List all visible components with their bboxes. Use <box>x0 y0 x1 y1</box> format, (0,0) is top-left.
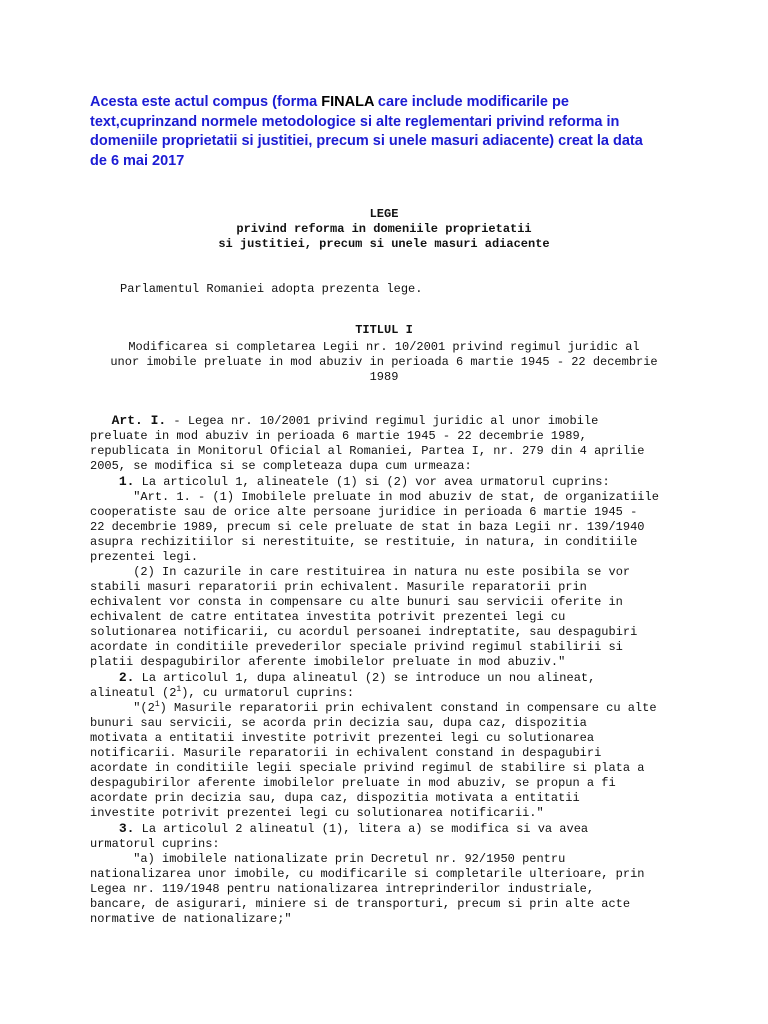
quote-line: solutionarea notificarii, cu acordul persoanei indreptatite, sau despagubiri <box>90 625 638 639</box>
title-description <box>90 340 678 385</box>
point-number: 3. <box>118 821 135 836</box>
quote-line: asupra rechizitiilor si nerestituite, se restituie, in natura, in conditiile <box>90 535 638 549</box>
article-line: preluate in mod abuziv in perioada 6 martie 1945 - 22 decembrie 1989, <box>90 429 587 443</box>
adoption-statement: Parlamentul Romaniei adopta prezenta lege. <box>120 282 423 296</box>
law-subtitle-line-1: privind reforma in domeniile proprietatii <box>236 222 532 236</box>
quote-line: motivata a entitatii investite potrivit prezentei legi cu solutionarea <box>90 731 595 745</box>
point-line: alineatul $(2^1)$, cu urmatorul cuprins: <box>90 685 355 700</box>
quote-line: (2) In cazurile in care restituirea in natura nu este posibila se vor <box>133 565 631 579</box>
quote-line: bunuri sau servicii, se acorda prin decizia sau, dupa caz, dispozitia <box>90 716 587 730</box>
article-body <box>90 413 690 927</box>
law-heading: LEGE <box>369 207 399 221</box>
point-line: urmatorul cuprins: <box>90 837 220 851</box>
quote-line: bancare, de asigurari, miniere si de transporturi, precum si prin alte acte <box>90 897 631 911</box>
article-line: Art. I. - Legea nr. 10/2001 privind regimul juridic al unor imobile <box>111 413 599 428</box>
article-line: republicata in Monitorul Oficial al Romaniei, Partea I, nr. 279 din 4 aprilie <box>90 444 645 458</box>
point-number: 1. <box>118 474 135 489</box>
quote-line: stabili masuri reparatorii prin echivalent. Masurile reparatorii prin <box>90 580 587 594</box>
quote-line: "a) imobilele nationalizate prin Decretul nr. 92/1950 pentru <box>133 852 566 866</box>
quote-line: investite potrivit prezentei legi cu solutionarea notificarii." <box>90 806 544 820</box>
quote-line: notificarii. Masurile reparatorii in echivalent constand in despagubiri <box>90 746 602 760</box>
notice-highlight-final: FINALA <box>321 94 374 110</box>
notice-text-end: care include modificarile pe text,cuprinzand normele metodologice si alte reglementari privind reforma in domeniile proprietatii si justitiei, precum si unele masuri adiacente) creat la data de 6 mai 2017 <box>90 94 643 169</box>
title-description-line-1: Modificarea si completarea Legii nr. 10/2001 privind regimul juridic al <box>128 340 640 354</box>
article-label: Art. I. <box>111 413 167 428</box>
compiled-act-notice <box>90 93 650 171</box>
title-heading: TITLUL I <box>355 323 413 337</box>
notice-text-start: Acesta este actul compus (forma <box>90 94 322 110</box>
title-description-line-2: unor imobile preluate in mod abuziv in perioada 6 martie 1945 - 22 decembrie <box>110 355 658 369</box>
point-line: 3. La articolul 2 alineatul (1), litera a) se modifica si va avea <box>118 821 589 836</box>
point-number: 2. <box>118 670 135 685</box>
point-line: 2. La articolul 1, dupa alineatul (2) se introduce un nou alineat, <box>118 670 596 685</box>
quote-line: normative de nationalizare;" <box>90 912 292 926</box>
quote-line: 22 decembrie 1989, precum si cele preluate de stat in baza Legii nr. 139/1940 <box>90 520 645 534</box>
quote-line: "$(2^1)$ Masurile reparatorii prin echivalent constand in compensare cu alte <box>133 700 657 715</box>
quote-line: prezentei legi. <box>90 550 199 564</box>
quote-line: acordate in conditiile legii speciale privind regimul de stabilire si plata a <box>90 761 645 775</box>
quote-line: "Art. 1. - (1) Imobilele preluate in mod abuziv de stat, de organizatiile <box>133 490 659 504</box>
quote-line: Legea nr. 119/1948 pentru nationalizarea intreprinderilor industriale, <box>90 882 595 896</box>
law-title-block <box>90 207 678 252</box>
quote-line: echivalent de catre entitatea investita potrivit prezentei legi cu <box>90 610 566 624</box>
quote-line: acordate prin decizia sau, dupa caz, dispozitia motivata a entitatii <box>90 791 580 805</box>
quote-line: despagubirilor aferente imobilelor preluate in mod abuziv, se propun a fi <box>90 776 616 790</box>
article-line: 2005, se modifica si se completeaza dupa cum urmeaza: <box>90 459 472 473</box>
law-subtitle-line-2: si justitiei, precum si unele masuri adiacente <box>218 237 550 251</box>
quote-line: acordate in conditiile prevederilor speciale privind regimul stabilirii si <box>90 640 623 654</box>
quote-line: cooperatiste sau de orice alte persoane juridice in perioada 6 martie 1945 - <box>90 505 638 519</box>
title-description-line-3: 1989 <box>369 370 399 384</box>
point-line: 1. La articolul 1, alineatele (1) si (2) vor avea urmatorul cuprins: <box>118 474 610 489</box>
quote-line: nationalizarea unor imobile, cu modificarile si completarile ulterioare, prin <box>90 867 645 881</box>
quote-line: platii despagubirilor aferente imobilelor preluate in mod abuziv." <box>90 655 566 669</box>
quote-line: echivalent vor consta in compensare cu alte bunuri sau servicii oferite in <box>90 595 623 609</box>
